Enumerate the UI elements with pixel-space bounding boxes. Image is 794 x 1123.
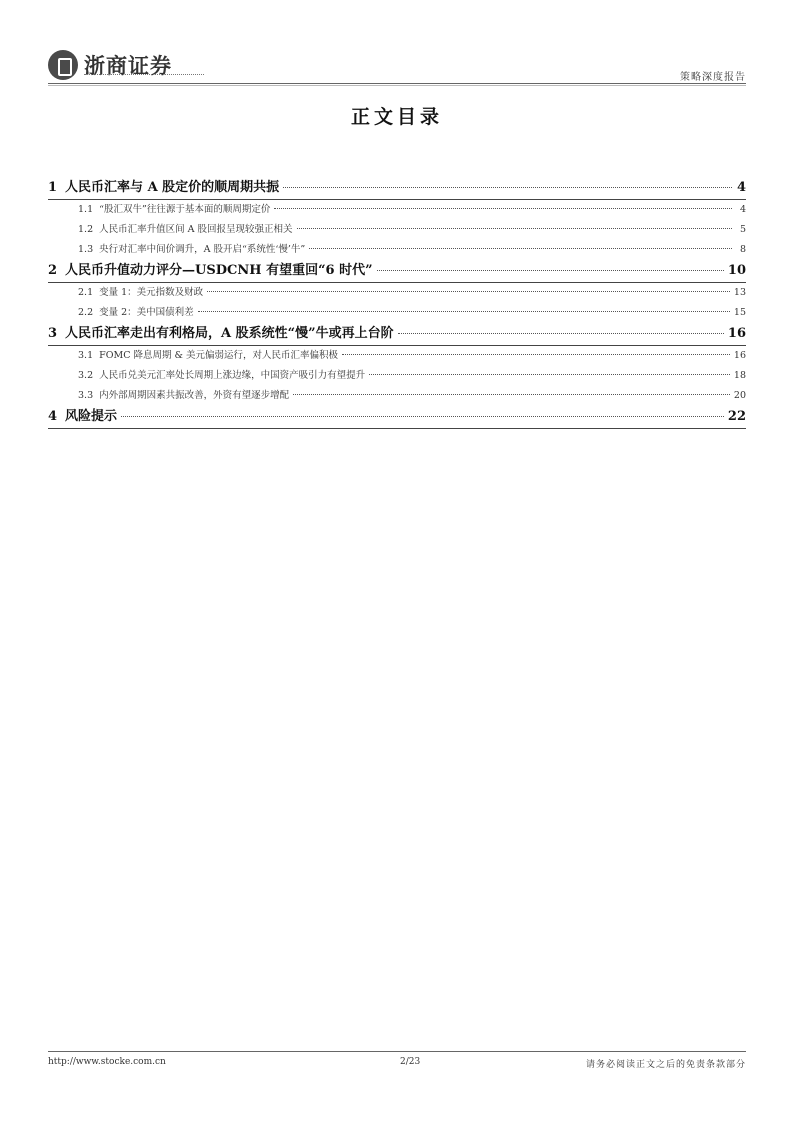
toc-entry-title: 人民币升值动力评分—USDCNH 有望重回“6 时代” <box>65 263 373 278</box>
toc-entry-number: 3.3 <box>78 390 94 401</box>
toc-entry-title: “股汇双牛”往往源于基本面的顺周期定价 <box>99 204 271 215</box>
toc-entry-title: FOMC 降息周期 & 美元偏弱运行，对人民币汇率偏积极 <box>99 350 339 361</box>
toc-leader-dots <box>377 270 724 271</box>
toc-subsection-entry[interactable] <box>48 366 746 386</box>
toc-section-entry[interactable] <box>48 406 746 429</box>
page-number: 2/23 <box>400 1057 421 1067</box>
toc-title: 正文目录 <box>350 106 443 128</box>
toc-leader-dots <box>198 311 730 312</box>
toc-entry-page: 4 <box>739 204 746 215</box>
toc-entry-number: 1.1 <box>78 204 94 215</box>
toc-entry-title: 内外部周期因素共振改善，外资有望逐步增配 <box>99 390 290 401</box>
toc-entry-number: 4 <box>48 409 58 424</box>
toc-leader-dots <box>309 248 732 249</box>
toc-entry-title: 人民币汇率与 A 股定价的顺周期共振 <box>65 180 280 195</box>
toc-leader-dots <box>274 208 732 209</box>
toc-entry-number: 3 <box>48 326 58 341</box>
footer-url[interactable]: http://www.stocke.com.cn <box>48 1057 166 1067</box>
toc-entry-page: 4 <box>736 180 746 195</box>
toc-leader-dots <box>342 354 730 355</box>
toc-entry-page: 8 <box>739 244 746 255</box>
toc-entry-number: 1.3 <box>78 244 94 255</box>
toc-subsection-entry[interactable] <box>48 283 746 303</box>
toc-entry-page: 15 <box>733 307 746 318</box>
toc-entry-number: 1.2 <box>78 224 94 235</box>
toc-subsection-entry[interactable] <box>48 240 746 260</box>
logo-subtitle-line <box>84 74 204 79</box>
toc-subsection-entry[interactable] <box>48 200 746 220</box>
toc-leader-dots <box>283 187 732 188</box>
toc-subsection-entry[interactable] <box>48 346 746 366</box>
footer-disclaimer: 请务必阅读正文之后的免责条款部分 <box>585 1060 746 1070</box>
toc-leader-dots <box>398 333 724 334</box>
toc-subsection-entry[interactable] <box>48 303 746 323</box>
toc-section-entry[interactable] <box>48 177 746 200</box>
page-footer <box>48 1057 746 1073</box>
header-divider-secondary <box>48 85 746 86</box>
toc-leader-dots <box>369 374 730 375</box>
toc-entry-number: 2.2 <box>78 307 94 318</box>
toc-subsection-entry[interactable] <box>48 220 746 240</box>
toc-entry-number: 2 <box>48 263 58 278</box>
toc-entry-number: 3.2 <box>78 370 94 381</box>
toc-leader-dots <box>297 228 732 229</box>
toc-entry-title: 人民币兑美元汇率处长周期上涨边缘，中国资产吸引力有望提升 <box>99 370 366 381</box>
toc-entry-page: 10 <box>727 263 746 278</box>
toc-entry-title: 变量 2：美中国债利差 <box>99 307 194 318</box>
logo-mark-icon <box>48 50 78 80</box>
toc-entry-title: 风险提示 <box>65 409 118 424</box>
toc-entry-page: 18 <box>733 370 746 381</box>
toc-leader-dots <box>293 394 730 395</box>
toc-section-entry[interactable] <box>48 260 746 283</box>
company-logo <box>48 46 248 86</box>
header-divider <box>48 83 746 84</box>
toc-entry-page: 16 <box>733 350 746 361</box>
toc-entry-page: 13 <box>733 287 746 298</box>
page-header <box>48 46 746 86</box>
toc-entry-number: 3.1 <box>78 350 94 361</box>
table-of-contents <box>48 177 746 429</box>
report-type: 策略深度报告 <box>680 72 746 83</box>
toc-entry-title: 变量 1：美元指数及财政 <box>99 287 204 298</box>
toc-section-entry[interactable] <box>48 323 746 346</box>
toc-entry-title: 央行对汇率中间价调升，A 股开启“系统性‘慢’牛” <box>99 244 306 255</box>
toc-entry-number: 2.1 <box>78 287 94 298</box>
toc-subsection-entry[interactable] <box>48 386 746 406</box>
toc-entry-number: 1 <box>48 180 58 195</box>
toc-leader-dots <box>121 416 724 417</box>
toc-entry-title: 人民币汇率走出有利格局，A 股系统性“慢”牛或再上台阶 <box>65 326 394 341</box>
company-name: 浙商证券 <box>84 54 172 78</box>
toc-leader-dots <box>207 291 730 292</box>
footer-divider <box>48 1051 746 1052</box>
toc-entry-page: 22 <box>727 409 746 424</box>
toc-entry-page: 16 <box>727 326 746 341</box>
toc-entry-page: 20 <box>733 390 746 401</box>
toc-entry-page: 5 <box>739 224 746 235</box>
toc-entry-title: 人民币汇率升值区间 A 股回报呈现较强正相关 <box>99 224 293 235</box>
